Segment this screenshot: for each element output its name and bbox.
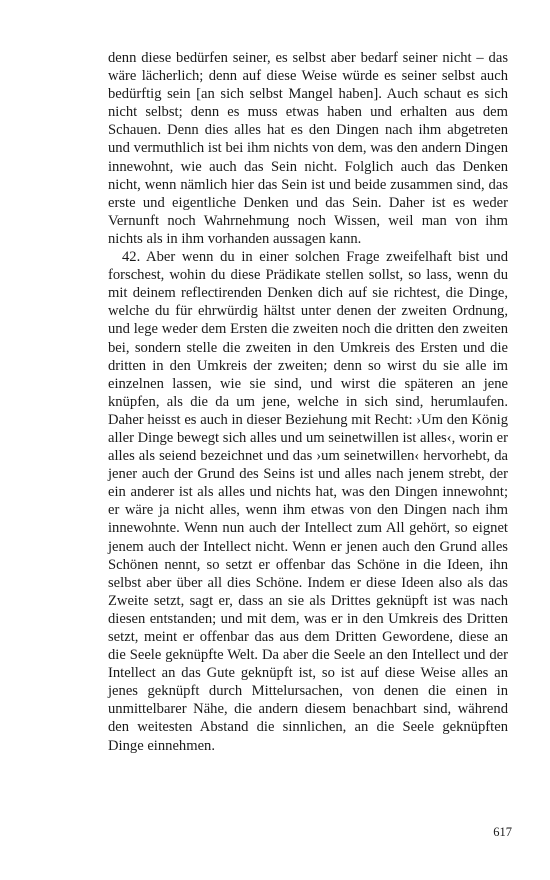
page-number: 617 bbox=[493, 825, 512, 839]
page-text-block bbox=[108, 49, 508, 755]
paragraph-continued: denn diese bedürfen seiner, es selbst aber bedarf seiner nicht – das wäre lächerlich; denn auf diese Weise würde es seiner selbst auch bedürftig sein [an sich selbst Mangel haben]. Auch schaut es sich nicht selbst; denn es muss etwas haben und erhalten aus dem Schauen. Denn dies alles hat es den Dingen nach ihm abgetreten und vermuthlich ist bei ihm nichts von dem, was den andern Dingen innewohnt, wie auch das Sein nicht. Folglich auch das Denken nicht, wenn nämlich hier das Sein ist und beide zusammen sind, das erste und eigentliche Denken und das Sein. Daher ist es weder Vernunft noch Wahrnehmung noch Wissen, weil man von ihm nichts als in ihm vorhanden aussagen kann. bbox=[108, 50, 508, 247]
paragraph-section-42: 42. Aber wenn du in einer solchen Frage zweifelhaft bist und forschest, wohin du diese Prädikate stellen sollst, so lass, wenn du mit deinem reflectirenden Denken dich auf sie richtest, die Dinge, welche du für ehrwürdig hältst unter denen der zweiten Ordnung, und lege weder dem Ersten die zweiten noch die dritten den zweiten bei, sondern stelle die zweiten in den Umkreis des Ersten und die dritten in den Umkreis der zweiten; denn so wirst du sie alle im einzelnen lassen, wie sie sind, und wirst die späteren an jene knüpfen, als die da um jene, welche in sich sind, herumlaufen. Daher heisst es auch in dieser Beziehung mit Recht: ›Um den König aller Dinge bewegt sich alles und um seinetwillen ist alles‹, worin er alles als seiend bezeichnet und das ›um seinetwillen‹ hervorhebt, da jener auch der Grund des Seins ist und alles nach jenem strebt, der ein anderer ist als alles und nichts hat, was den Dingen innewohnt; er wäre ja nicht alles, wenn ihm etwas von den Dingen nach ihm innewohnte. Wenn nun auch der Intellect zum All gehört, so eignet jenem auch der Intellect nicht. Wenn er jenen auch den Grund alles Schönen nennt, so setzt er offenbar das Schöne in die Ideen, ihn selbst aber über all dies Schöne. Indem er diese Ideen also als das Zweite setzt, sagt er, dass an sie als Drittes geknüpft ist was nach diesen entstanden; und mit dem, was er in den Umkreis des Dritten setzt, meint er offenbar das aus dem Dritten Gewordene, diese an die Seele geknüpfte Welt. Da aber die Seele an den Intellect und der Intellect an das Gute geknüpft ist, so ist auf diese Weise alles an jenes geknüpft durch Mittelursachen, von denen die einen in unmittelbarer Nähe, die andern diesem benachbart sind, während den weitesten Abstand die sinnlichen, an die Seele geknüpften Dinge einnehmen. bbox=[108, 249, 508, 754]
